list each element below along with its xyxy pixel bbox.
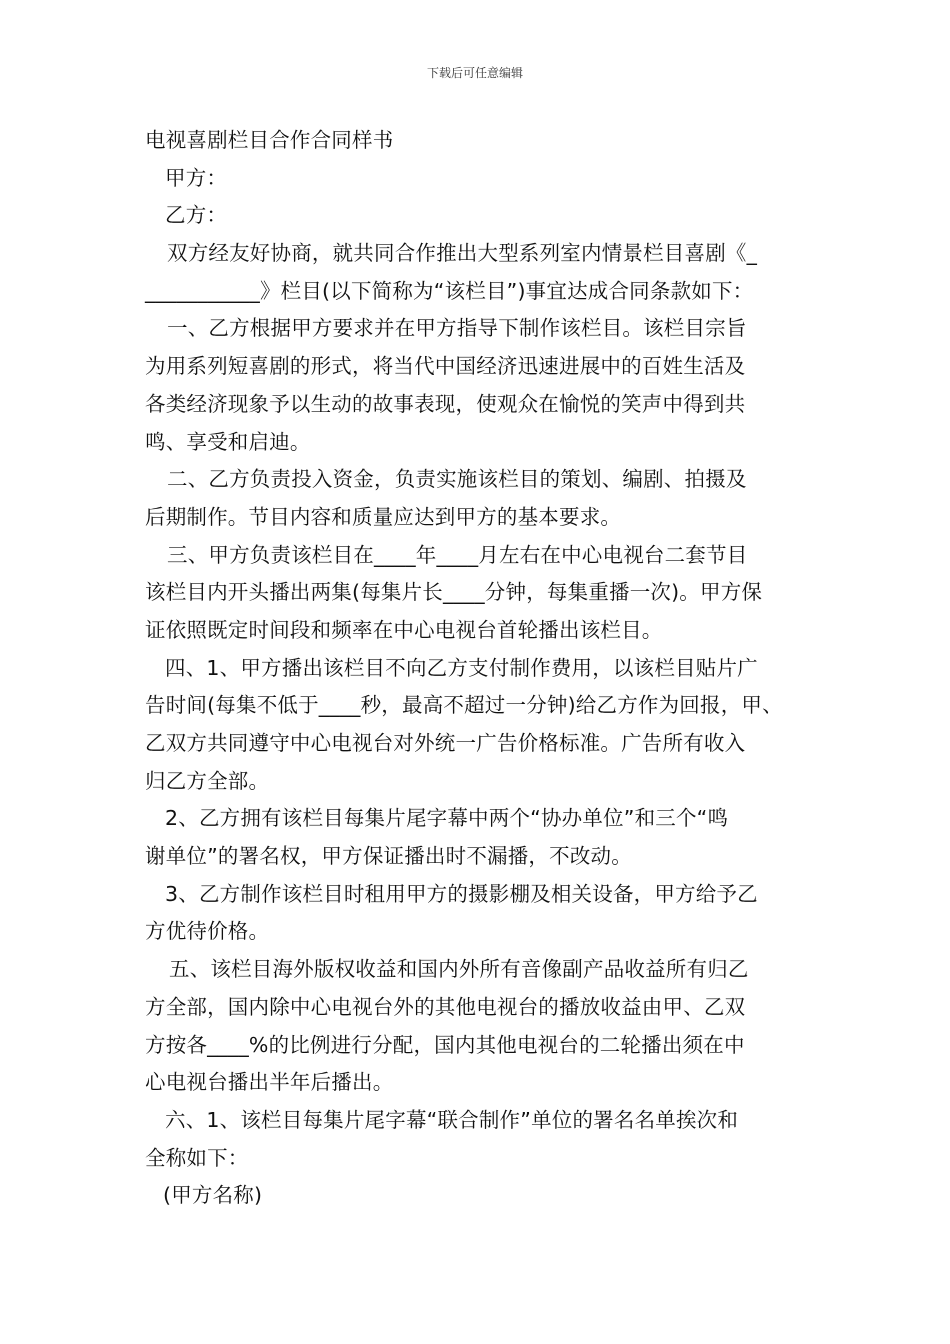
page-header: 下载后可任意编辑: [426, 66, 523, 80]
text-line: 各类经济现象予以生动的故事表现，使观众在愉悦的笑声中得到共: [145, 391, 746, 416]
text-line: 五、该栏目海外版权收益和国内外所有音像副产品收益所有归乙: [169, 957, 749, 982]
text-line: 方全部，国内除中心电视台外的其他电视台的播放收益由甲、乙双: [145, 994, 746, 1019]
text-line: 证依照既定时间段和频率在中心电视台首轮播出该栏目。: [145, 617, 663, 642]
text-line: 为用系列短喜剧的形式，将当代中国经济迅速进展中的百姓生活及: [145, 354, 746, 379]
text-line: 2、乙方拥有该栏目每集片尾字幕中两个“协办单位”和三个“鸣: [165, 806, 729, 831]
text-line: 一、乙方根据甲方要求并在甲方指导下制作该栏目。该栏目宗旨: [167, 316, 747, 341]
text-line: 方按各____%的比例进行分配，国内其他电视台的二轮播出须在中: [145, 1032, 745, 1057]
text-line: 归乙方全部。: [145, 768, 270, 793]
text-line: 后期制作。节目内容和质量应达到甲方的基本要求。: [145, 504, 622, 529]
text-line: 甲方：: [165, 165, 228, 190]
text-line: 全称如下：: [145, 1145, 249, 1170]
text-line: 六、1、该栏目每集片尾字幕“联合制作”单位的署名名单挨次和: [165, 1107, 739, 1132]
text-line: 双方经友好协商，就共同合作推出大型系列室内情景栏目喜剧《_: [167, 241, 758, 266]
text-line: 该栏目内开头播出两集(每集片长____分钟，每集重播一次)。甲方保: [145, 580, 763, 605]
document-body: [145, 122, 810, 1215]
text-line: 谢单位”的署名权，甲方保证播出时不漏播，不改动。: [145, 844, 632, 869]
text-line: (甲方名称): [163, 1183, 263, 1208]
text-line: 乙双方共同遵守中心电视台对外统一广告价格标准。广告所有收入: [145, 731, 746, 755]
text-line: 乙方：: [165, 203, 228, 228]
text-line: 心电视台播出半年后播出。: [145, 1070, 394, 1095]
text-line: ___________》栏目(以下简称为“该栏目”)事宜达成合同条款如下：: [145, 278, 754, 303]
text-line: 鸣、享受和启迪。: [145, 429, 311, 454]
text-line: 方优待价格。: [145, 919, 270, 944]
text-line: 三、甲方负责该栏目在____年____月左右在中心电视台二套节目: [167, 542, 748, 567]
text-line: 告时间(每集不低于____秒，最高不超过一分钟)给乙方作为回报，甲、: [145, 693, 783, 718]
text-line: 二、乙方负责投入资金，负责实施该栏目的策划、编剧、拍摄及: [167, 467, 747, 492]
document-title: 电视喜剧栏目合作合同样书: [145, 128, 394, 152]
text-line: 3、乙方制作该栏目时租用甲方的摄影棚及相关设备，甲方给予乙: [165, 881, 758, 906]
text-line: 四、1、甲方播出该栏目不向乙方支付制作费用，以该栏目贴片广: [165, 655, 758, 680]
